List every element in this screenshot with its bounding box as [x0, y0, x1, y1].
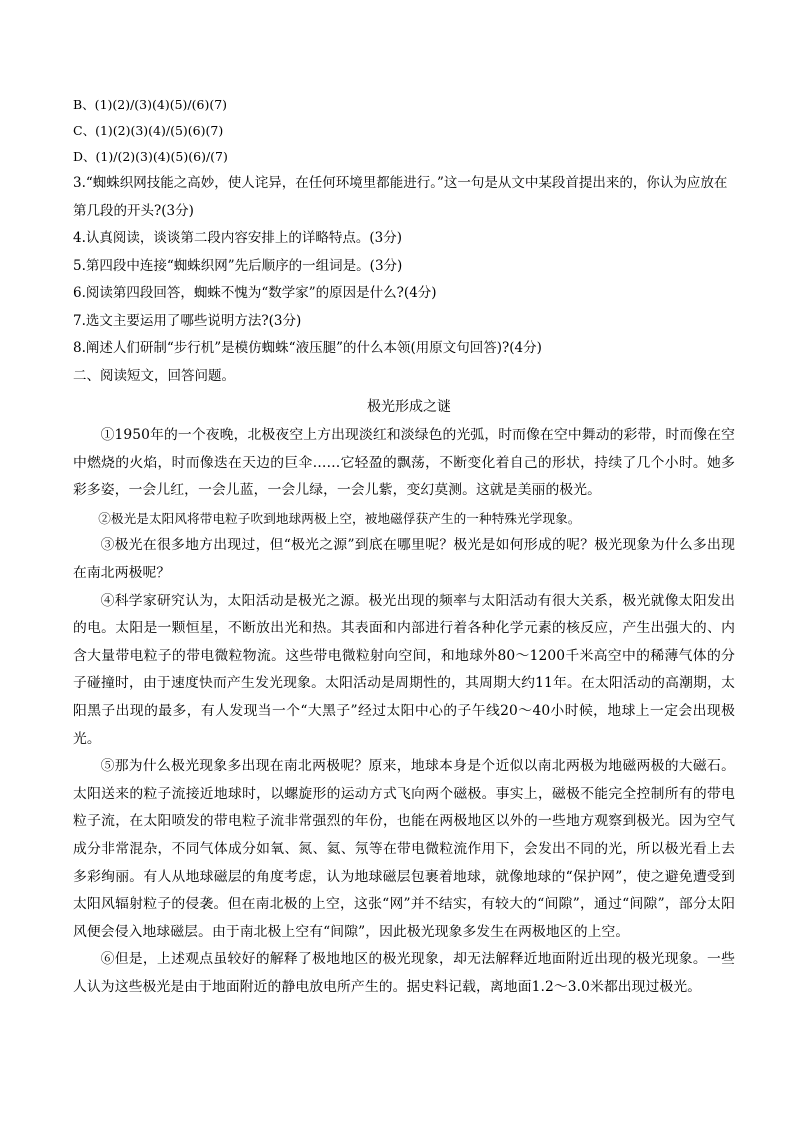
question-5: 5.第四段中连接“蜘蛛织网”先后顺序的一组词是。(3分): [73, 257, 403, 274]
paragraph-5: ⑤那为什么极光现象多出现在南北两极呢？原来，地球本身是个近似以南北两极为地磁两极的大磁石。太阳送来的粒子流接近地球时，以螺旋形的运动方式飞向两个磁极。事实上，磁极不能完全控制所有的带电粒子流，在太阳喷发的带电粒子流非常强烈的年份，也能在两极地区以外的一些地方观察到极光。因为空气成分非常混杂，不同气体成分如氧、氮、氦、氖等在带电微粒流作用下，会发出不同的光，所以极光看上去多彩绚丽。有人从地球磁层的角度考虑，认为地球磁层包裹着地球，就像地球的“保护网”，使之避免遭受到太阳风辐射粒子的侵袭。但在南北极的上空，这张“网”并不结实，有较大的“间隙”，通过“间隙”，部分太阳风便会侵入地球磁层。由于南北极上空有“间隙”，因此极光现象多发生在两极地区的上空。: [73, 758, 735, 940]
question-6: 6.阅读第四段回答，蜘蛛不愧为“数学家”的原因是什么?(4分): [73, 285, 437, 301]
question-7: 7.选文主要运用了哪些说明方法?(3分): [73, 312, 302, 329]
article-title: 极光形成之谜: [367, 399, 451, 415]
paragraph-4: ④科学家研究认为，太阳活动是极光之源。极光出现的频率与太阳活动有很大关系，极光就像太阳发出的电。太阳是一颗恒星，不断放出光和热。其表面和内部进行着各种化学元素的核反应，产生出强大的、内含大量带电粒子的带电微粒物流。这些带电微粒射向空间，和地球外80～1200千米高空中的稀薄气体的分子碰撞时，由于速度快而产生发光现象。太阳活动是周期性的，其周期大约11年。在太阳活动的高潮期，太阳黑子出现的最多，有人发现当一个“大黑子”经过太阳中心的子午线20～40小时候，地球上一定会出现极光。: [73, 592, 735, 747]
section-heading: 二、阅读短文，回答问题。: [73, 367, 235, 384]
option-c: C、(1)(2)(3)(4)/(5)(6)(7): [73, 123, 224, 138]
question-3: 3.“蜘蛛织网技能之高妙，使人诧异，在任何环境里都能进行。”这一句是从文中某段首提出来的，你认为应放在第几段的开头?(3分): [73, 175, 728, 219]
paragraph-2: ②极光是太阳风将带电粒子吹到地球两极上空，被地磁俘获产生的一种特殊光学现象。: [98, 510, 581, 526]
paragraph-1: ①1950年的一个夜晚，北极夜空上方出现淡红和淡绿色的光弧，时而像在空中舞动的彩带，时而像在空中燃烧的火焰，时而像迭在天边的巨伞……它轻盈的飘荡，不断变化着自己的形状，持续了几个小时。她多彩多姿，一会儿红，一会儿蓝，一会儿绿，一会儿紫，变幻莫测。这就是美丽的极光。: [73, 427, 735, 499]
question-4: 4.认真阅读，谈谈第二段内容安排上的详略特点。(3分): [73, 230, 403, 246]
question-8: 8.阐述人们研制“步行机”是模仿蜘蛛“液压腿”的什么本领(用原文句回答)?(4分): [73, 340, 542, 356]
option-b: B、(1)(2)/(3)(4)(5)/(6)(7): [73, 97, 228, 112]
paragraph-3: ③极光在很多地方出现过，但“极光之源”到底在哪里呢？极光是如何形成的呢？极光现象为什么多出现在南北两极呢？: [73, 537, 735, 581]
document-page: [73, 92, 735, 1001]
option-d: D、(1)/(2)(3)(4)(5)(6)/(7): [73, 149, 228, 164]
paragraph-6: ⑥但是，上述观点虽较好的解释了极地地区的极光现象，却无法解释近地面附近出现的极光现象。一些人认为这些极光是由于地面附近的静电放电所产生的。据史料记载，离地面1.2～3.0米都出现过极光。: [73, 951, 735, 995]
